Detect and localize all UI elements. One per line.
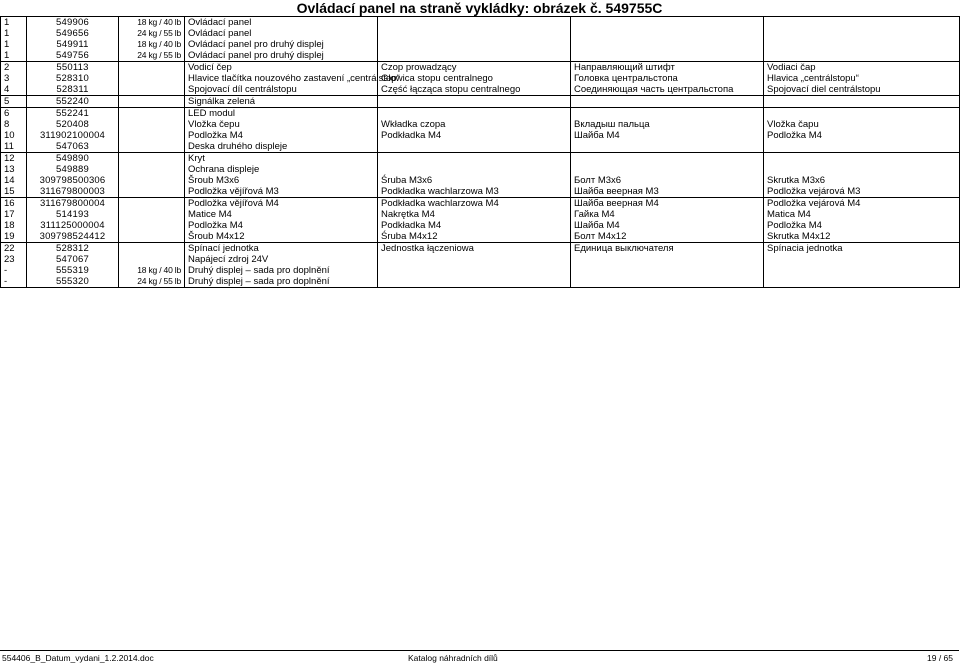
russian-name-cell: Головка центральстопа (571, 73, 764, 84)
slovak-name-cell: Hlavica „centrálstopu“ (764, 73, 960, 84)
slovak-name-cell: Podložka vejárová M3 (764, 186, 960, 198)
table-row (1, 231, 960, 243)
slovak-name-cell (764, 28, 960, 39)
position-cell: 14 (1, 175, 27, 186)
weight-cell: 24 kg / 55 lb (119, 50, 185, 62)
part-number-cell: 528311 (27, 84, 119, 96)
weight-cell (119, 164, 185, 175)
czech-name-cell: Ovládací panel pro druhý displej (185, 39, 378, 50)
russian-name-cell (571, 39, 764, 50)
position-cell: 1 (1, 17, 27, 29)
position-cell: 15 (1, 186, 27, 198)
slovak-name-cell (764, 17, 960, 29)
czech-name-cell: Hlavice tlačítka nouzového zastavení „centrálstop“ (185, 73, 378, 84)
polish-name-cell: Podkładka wachlarzowa M4 (378, 198, 571, 210)
weight-cell (119, 73, 185, 84)
polish-name-cell: Podkładka M4 (378, 220, 571, 231)
russian-name-cell: Шайба M4 (571, 220, 764, 231)
position-cell: - (1, 265, 27, 276)
czech-name-cell: Ovládací panel (185, 28, 378, 39)
weight-cell (119, 130, 185, 141)
slovak-name-cell: Podložka M4 (764, 130, 960, 141)
slovak-name-cell (764, 50, 960, 62)
polish-name-cell (378, 50, 571, 62)
slovak-name-cell: Vodiaci čap (764, 62, 960, 74)
czech-name-cell: Šroub M4x12 (185, 231, 378, 243)
position-cell: 18 (1, 220, 27, 231)
czech-name-cell: Vložka čepu (185, 119, 378, 130)
part-number-cell: 309798524412 (27, 231, 119, 243)
weight-cell (119, 254, 185, 265)
czech-name-cell: Matice M4 (185, 209, 378, 220)
parts-table (0, 16, 960, 288)
table-row (1, 153, 960, 165)
part-number-cell: 549906 (27, 17, 119, 29)
polish-name-cell: Podkładka M4 (378, 130, 571, 141)
polish-name-cell (378, 108, 571, 120)
position-cell: 11 (1, 141, 27, 153)
weight-cell (119, 220, 185, 231)
position-cell: 8 (1, 119, 27, 130)
position-cell: - (1, 276, 27, 288)
part-number-cell: 549890 (27, 153, 119, 165)
part-number-cell: 547067 (27, 254, 119, 265)
position-cell: 16 (1, 198, 27, 210)
weight-cell (119, 96, 185, 108)
slovak-name-cell (764, 276, 960, 288)
part-number-cell: 311679800004 (27, 198, 119, 210)
russian-name-cell (571, 50, 764, 62)
table-row (1, 254, 960, 265)
weight-cell (119, 141, 185, 153)
slovak-name-cell (764, 164, 960, 175)
part-number-cell: 555319 (27, 265, 119, 276)
czech-name-cell: Ochrana displeje (185, 164, 378, 175)
footer-page-number: 19 / 65 (927, 653, 953, 663)
polish-name-cell (378, 28, 571, 39)
part-number-cell: 549911 (27, 39, 119, 50)
czech-name-cell: Ovládací panel pro druhý displej (185, 50, 378, 62)
russian-name-cell (571, 276, 764, 288)
slovak-name-cell: Spínacia jednotka (764, 243, 960, 255)
russian-name-cell (571, 164, 764, 175)
weight-cell: 18 kg / 40 lb (119, 39, 185, 50)
position-cell: 6 (1, 108, 27, 120)
table-row (1, 73, 960, 84)
russian-name-cell: Болт M4x12 (571, 231, 764, 243)
polish-name-cell (378, 96, 571, 108)
polish-name-cell: Nakrętka M4 (378, 209, 571, 220)
part-number-cell: 549889 (27, 164, 119, 175)
czech-name-cell: Ovládací panel (185, 17, 378, 29)
position-cell: 13 (1, 164, 27, 175)
slovak-name-cell: Skrutka M3x6 (764, 175, 960, 186)
polish-name-cell: Śruba M3x6 (378, 175, 571, 186)
czech-name-cell: Spojovací díl centrálstopu (185, 84, 378, 96)
russian-name-cell: Единица выключателя (571, 243, 764, 255)
weight-cell (119, 209, 185, 220)
czech-name-cell: Vodicí čep (185, 62, 378, 74)
table-row (1, 17, 960, 29)
position-cell: 17 (1, 209, 27, 220)
position-cell: 5 (1, 96, 27, 108)
russian-name-cell (571, 17, 764, 29)
position-cell: 4 (1, 84, 27, 96)
russian-name-cell (571, 153, 764, 165)
part-number-cell: 520408 (27, 119, 119, 130)
part-number-cell: 528310 (27, 73, 119, 84)
parts-table-body (1, 17, 960, 288)
table-row (1, 276, 960, 288)
russian-name-cell: Гайка M4 (571, 209, 764, 220)
table-row (1, 50, 960, 62)
russian-name-cell: Шайба веерная M3 (571, 186, 764, 198)
czech-name-cell: Napájecí zdroj 24V (185, 254, 378, 265)
polish-name-cell (378, 39, 571, 50)
part-number-cell: 555320 (27, 276, 119, 288)
weight-cell (119, 231, 185, 243)
table-row (1, 62, 960, 74)
part-number-cell: 547063 (27, 141, 119, 153)
russian-name-cell (571, 96, 764, 108)
position-cell: 1 (1, 28, 27, 39)
slovak-name-cell: Spojovací diel centrálstopu (764, 84, 960, 96)
weight-cell (119, 153, 185, 165)
weight-cell (119, 198, 185, 210)
slovak-name-cell (764, 265, 960, 276)
czech-name-cell: Druhý displej – sada pro doplnění (185, 276, 378, 288)
weight-cell (119, 243, 185, 255)
weight-cell (119, 186, 185, 198)
polish-name-cell (378, 164, 571, 175)
weight-cell (119, 119, 185, 130)
footer-document-name: 554406_B_Datum_vydani_1.2.2014.doc (2, 653, 154, 663)
czech-name-cell: Podložka M4 (185, 220, 378, 231)
polish-name-cell: Wkładka czopa (378, 119, 571, 130)
table-row (1, 39, 960, 50)
position-cell: 23 (1, 254, 27, 265)
footer-catalog-title: Katalog náhradních dílů (408, 653, 498, 663)
table-row (1, 220, 960, 231)
polish-name-cell (378, 254, 571, 265)
table-row (1, 141, 960, 153)
part-number-cell: 549756 (27, 50, 119, 62)
part-number-cell: 552240 (27, 96, 119, 108)
part-number-cell: 514193 (27, 209, 119, 220)
russian-name-cell: Вкладыш пальца (571, 119, 764, 130)
slovak-name-cell (764, 108, 960, 120)
table-row (1, 28, 960, 39)
russian-name-cell (571, 265, 764, 276)
russian-name-cell: Шайба M4 (571, 130, 764, 141)
weight-cell: 18 kg / 40 lb (119, 17, 185, 29)
weight-cell (119, 175, 185, 186)
weight-cell (119, 84, 185, 96)
part-number-cell: 528312 (27, 243, 119, 255)
polish-name-cell: Śruba M4x12 (378, 231, 571, 243)
position-cell: 3 (1, 73, 27, 84)
weight-cell: 24 kg / 55 lb (119, 276, 185, 288)
table-row (1, 186, 960, 198)
table-row (1, 209, 960, 220)
russian-name-cell (571, 108, 764, 120)
polish-name-cell: Czop prowadzący (378, 62, 571, 74)
part-number-cell: 311679800003 (27, 186, 119, 198)
russian-name-cell (571, 254, 764, 265)
czech-name-cell: Deska druhého displeje (185, 141, 378, 153)
part-number-cell: 311902100004 (27, 130, 119, 141)
position-cell: 19 (1, 231, 27, 243)
polish-name-cell (378, 17, 571, 29)
czech-name-cell: Podložka vějířová M4 (185, 198, 378, 210)
czech-name-cell: Podložka M4 (185, 130, 378, 141)
table-row (1, 130, 960, 141)
position-cell: 1 (1, 50, 27, 62)
table-row (1, 265, 960, 276)
table-row (1, 108, 960, 120)
russian-name-cell (571, 141, 764, 153)
polish-name-cell (378, 141, 571, 153)
table-row (1, 164, 960, 175)
polish-name-cell (378, 153, 571, 165)
slovak-name-cell: Vložka čapu (764, 119, 960, 130)
table-row (1, 243, 960, 255)
position-cell: 1 (1, 39, 27, 50)
position-cell: 22 (1, 243, 27, 255)
czech-name-cell: Kryt (185, 153, 378, 165)
russian-name-cell: Болт M3x6 (571, 175, 764, 186)
part-number-cell: 549656 (27, 28, 119, 39)
part-number-cell: 552241 (27, 108, 119, 120)
table-row (1, 96, 960, 108)
table-row (1, 175, 960, 186)
slovak-name-cell (764, 141, 960, 153)
part-number-cell: 550113 (27, 62, 119, 74)
slovak-name-cell (764, 96, 960, 108)
russian-name-cell: Соединяющая часть центральстопа (571, 84, 764, 96)
polish-name-cell: Jednostka łączeniowa (378, 243, 571, 255)
weight-cell (119, 62, 185, 74)
czech-name-cell: Signálka zelená (185, 96, 378, 108)
czech-name-cell: LED modul (185, 108, 378, 120)
russian-name-cell (571, 28, 764, 39)
russian-name-cell: Шайба веерная M4 (571, 198, 764, 210)
position-cell: 10 (1, 130, 27, 141)
table-row (1, 198, 960, 210)
slovak-name-cell: Podložka M4 (764, 220, 960, 231)
part-number-cell: 311125000004 (27, 220, 119, 231)
slovak-name-cell (764, 153, 960, 165)
page-footer (0, 650, 959, 663)
weight-cell: 18 kg / 40 lb (119, 265, 185, 276)
polish-name-cell: Część łącząca stopu centralnego (378, 84, 571, 96)
polish-name-cell (378, 265, 571, 276)
polish-name-cell: Głowica stopu centralnego (378, 73, 571, 84)
slovak-name-cell: Matica M4 (764, 209, 960, 220)
czech-name-cell: Spínací jednotka (185, 243, 378, 255)
czech-name-cell: Šroub M3x6 (185, 175, 378, 186)
czech-name-cell: Druhý displej – sada pro doplnění (185, 265, 378, 276)
table-row (1, 119, 960, 130)
weight-cell (119, 108, 185, 120)
position-cell: 2 (1, 62, 27, 74)
position-cell: 12 (1, 153, 27, 165)
slovak-name-cell (764, 39, 960, 50)
russian-name-cell: Направляющий штифт (571, 62, 764, 74)
weight-cell: 24 kg / 55 lb (119, 28, 185, 39)
table-row (1, 84, 960, 96)
page-title: Ovládací panel na straně vykládky: obrázek č. 549755C (296, 0, 663, 16)
polish-name-cell: Podkładka wachlarzowa M3 (378, 186, 571, 198)
part-number-cell: 309798500306 (27, 175, 119, 186)
slovak-name-cell: Podložka vejárová M4 (764, 198, 960, 210)
czech-name-cell: Podložka vějířová M3 (185, 186, 378, 198)
polish-name-cell (378, 276, 571, 288)
slovak-name-cell (764, 254, 960, 265)
slovak-name-cell: Skrutka M4x12 (764, 231, 960, 243)
